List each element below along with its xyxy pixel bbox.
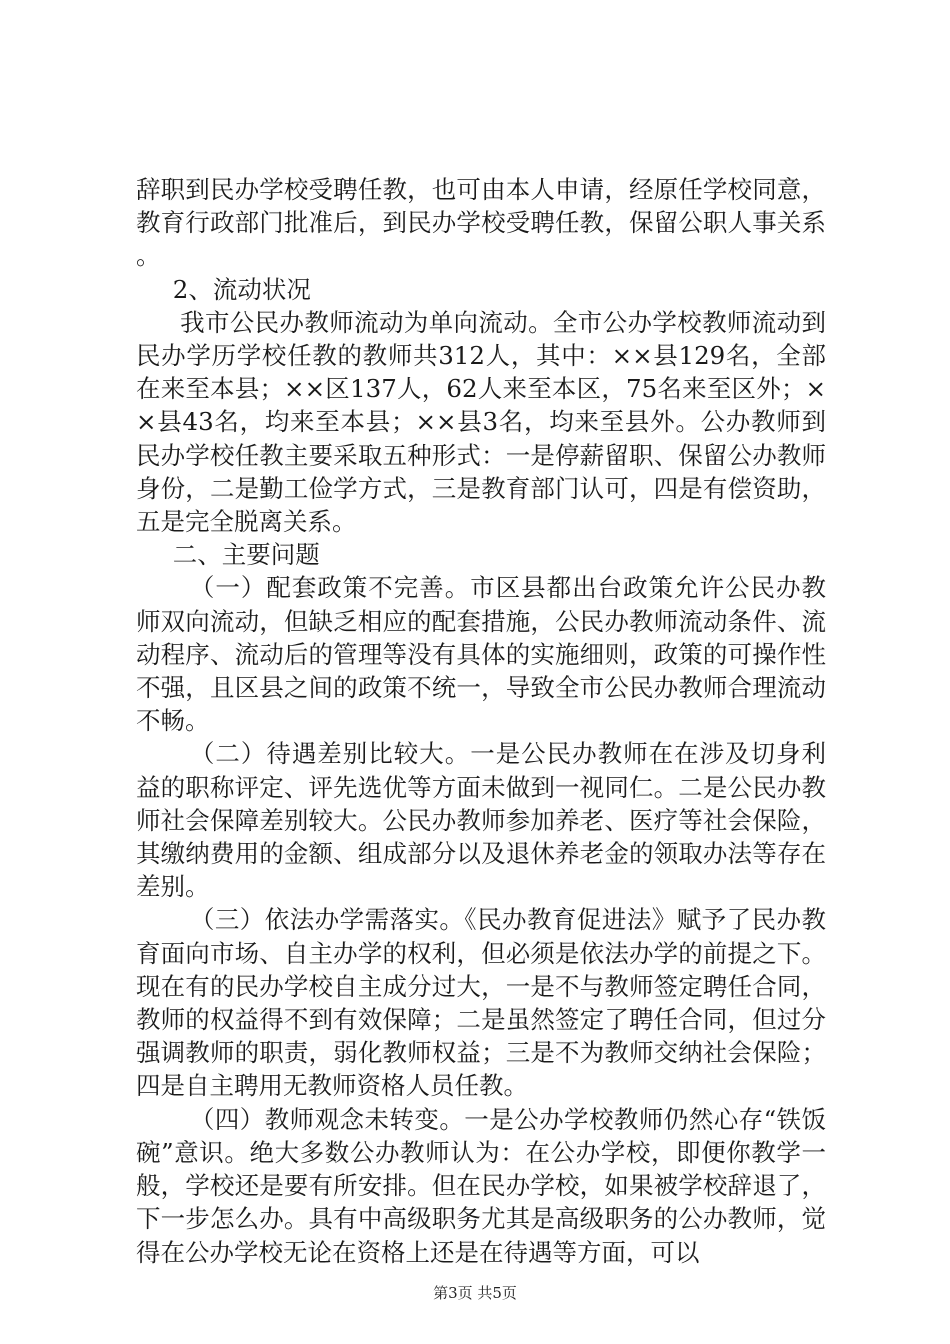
paragraph-problem-1: （一）配套政策不完善。市区县都出台政策允许公民办教师双向流动，但缺乏相应的配套措施，公民办教师流动条件、流动程序、流动后的管理等没有具体的实施细则，政策的可操作性不强，且区县之间的政策不统一，导致全市公民办教师合理流动不畅。 [136, 573, 826, 736]
paragraph-flow-status: 我市公民办教师流动为单向流动。全市公办学校教师流动到民办学历学校任教的教师共312人，其中：××县129名，全部在来至本县；××区137人，62人来至本区，75名来至区外；××县43名，均来至本县；××县3名，均来至县外。公办教师到民办学校任教主要采取五种形式：一是停薪留职、保留公办教师身份，二是勤工俭学方式，三是教育部门认可，四是有偿资助，五是完全脱离关系。 [136, 307, 826, 537]
paragraph-problem-3: （三）依法办学需落实。《民办教育促进法》赋予了民办教育面向市场、自主办学的权利，但必须是依法办学的前提之下。现在有的民办学校自主成分过大，一是不与教师签定聘任合同，教师的权益得不到有效保障；二是虽然签定了聘任合同，但过分强调教师的职责，弱化教师权益；三是不为教师交纳社会保险；四是自主聘用无教师资格人员任教。 [136, 905, 826, 1101]
paragraph-problem-2: （二）待遇差别比较大。一是公民办教师在在涉及切身利益的职称评定、评先选优等方面未做到一视同仁。二是公民办教师社会保障差别较大。公民办教师参加养老、医疗等社会保险，其缴纳费用的金额、组成部分以及退休养老金的领取办法等存在差别。 [136, 739, 826, 902]
section-heading-flow-status: 2、流动状况 [172, 274, 311, 304]
section-heading-main-problems: 二、主要问题 [172, 540, 320, 570]
paragraph-problem-4: （四）教师观念未转变。一是公办学校教师仍然心存“铁饭碗”意识。绝大多数公办教师认为：在公办学校，即便你教学一般，学校还是要有所安排。但在民办学校，如果被学校辞退了，下一步怎么办。具有中高级职务尤其是高级职务的公办教师，觉得在公办学校无论在资格上还是在待遇等方面，可以 [136, 1104, 826, 1267]
paragraph-continuation: 辞职到民办学校受聘任教，也可由本人申请，经原任学校同意，教育行政部门批准后，到民办学校受聘任教，保留公职人事关系。 [136, 175, 826, 271]
page-footer [0, 1282, 950, 1303]
page-number-label: 第3页 共5页 [433, 1284, 517, 1302]
document-body [136, 173, 826, 1269]
